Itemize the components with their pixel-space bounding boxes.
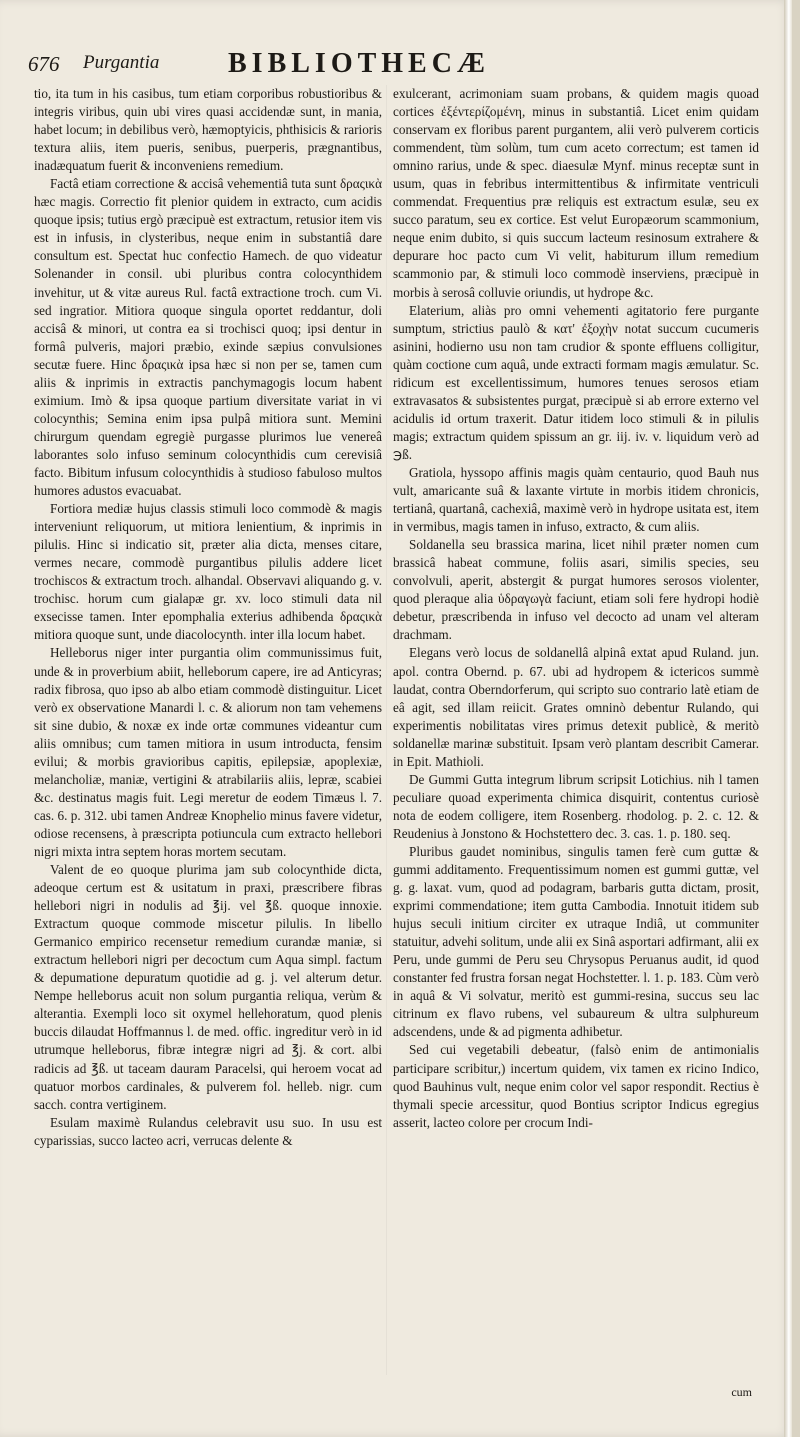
paragraph: Valent de eo quoque plurima jam sub colocynthide dicta, adeoque certum est & usitatum in praxi, præscribere fibras hellebori nigri in nodulis ad ℥ij. vel ℥ß. quoque innoxie. Extractum quoque commode miscetur pilulis. In libello Germanico empirico recensetur remedium curandæ maniæ, si extractum hellebori nigri per decoctum cum Aqua simpl. factum & depumatione depuratum quotidie ad g. j. vel alterum detur. Nempe helleborus acuit non solum purgantia reliqua, verùm & alterantia. Exempli loco sit oxymel hellehoratum, quod plenis buccis dilaudat Hoffmannus l. de med. offic. ingreditur verò in id utrumque helleborus, fibræ integræ nigri ad ℥j. & cort. albi radicis ad ℥ß. ut taceam dauram Paracelsi, qui heroem vocat ad quatuor morbos cardinales, & pulverem fol. helleb. nigr. cum sacch. contra vertiginem. xyxy=(34,862,382,1112)
running-head: Purgantia xyxy=(83,52,160,73)
right-column xyxy=(393,85,759,1375)
paragraph: Elaterium, aliàs pro omni vehementi agitatorio fere purgante sumptum, strictius paulò & κατ' ἐξοχὴν notat succum cucumeris asinini, hodierno usu non tam crudior & sponte effluens colligitur, quàm coctione cum aquâ, unde extracti formam magis æmulatur. Sc. ridicum est excellentissimum, humores tenues serosos etiam extravasatos & subsistentes purgat, præcipuè si ab errore externo vel acidulis id ortum traxerit. Datur itidem loco stimuli & in pilulis magis; extractum quidem spissum an gr. iij. iv. v. liquidum verò ad ℈ß. xyxy=(393,302,759,462)
paragraph: Esulam maximè Rulandus celebravit usu suo. In usu est cyparissias, succo lacteo acri, verrucas delente & xyxy=(34,1114,382,1148)
paragraph: Gratiola, hyssopo affinis magis quàm centaurio, quod Bauh nus vult, amaricante suâ & laxante virtute in morbis itidem chronicis, tertianâ, quartanâ, cachexiâ, maximè verò in hydrope usitata est, item in vermibus, magis tamen in infuso, extracto, & cum aliis. xyxy=(393,464,759,535)
page-title: BIBLIOTHECÆ xyxy=(228,48,490,79)
left-column xyxy=(34,85,382,1375)
page-number: 676 xyxy=(28,52,60,76)
catchword: cum xyxy=(731,1385,752,1399)
paragraph: Factâ etiam correctione & accisâ vehementiâ tuta sunt δραςικὰ hæc magis. Correctio fit plenior quidem in extracto, cum acidis quoque ipsis; tutius ergò præcipuè est extractum, retusior item vis est in infusis, in clysteribus, neque enim in substantiâ dare consultum est. Spectat huc confectio Hamech. de quo videatur Solenander in consil. ubi pluribus contra colocynthidem invehitur, ut & vitæ aureus Rul. factâ extractione troch. cum Vi. sed ingratior. Mitiora quoque singula oportet reddantur, doli accisâ & minori, ut contra ea si trochisci quoq; ipsi dentur in formâ pulveris, majori præbio, exinde sæpius convulsiones secutæ fuere. Hinc δραςικὰ ipsa hæc si non per se, tamen cum aliis & inprimis in extractis panchymagogis locum habent eximium. Imò & ipsa quoque partium diversitate variat in vi colocynthis; Semina enim ipsa pulpâ mitiora sunt. Memini chirurgum quendam egregiè purgasse plurimos lue venereâ laborantes solo infuso seminum colocynthidis cum cerevisiâ facto. Bibitum infusum colocynthidis à studioso fabuloso multos humores adustos evacuabat. xyxy=(34,176,382,499)
column-gutter xyxy=(386,85,387,1375)
paragraph: Sed cui vegetabili debeatur, (falsò enim de antimonialis participare scribitur,) incertum quidem, vix tamen ex ricino Indico, quod Bauhinus vult, neque enim color vel sapor respondit. Rectius è thymali specie arcessitur, quod Bontius scriptor Indicus egregius asserit, lacteo colore per crocum Indi- xyxy=(393,1042,759,1130)
paragraph: Elegans verò locus de soldanellâ alpinâ extat apud Ruland. jun. apol. contra Obernd. p. 67. ubi ad hydropem & ictericos summè laudat, contra Oberndorferum, qui scripto suo contrario latè etiam de eâ agit, sed illam reiicit. Grates omninò debentur Rulando, qui experimentis nobilitatas vires primus detexit publicè, & meritò soldanellæ marinæ substituit. Ipsam verò plantam describit Camerar. in Epit. Mathioli. xyxy=(393,645,759,769)
paragraph: Fortiora mediæ hujus classis stimuli loco commodè & magis interveniunt reliquorum, ut mitiora lenientium, & inprimis in pilulis. Hinc si indicatio sit, præter alia dicta, menses citare, vermes necare, commodè purgantibus pilulis addere licet trochiscos & extractum troch. alhandal. Observavi aliquando g. v. trochisc. horum cum gialapæ gr. xv. loco stimuli data nil exsecisse tamen. Inter epomphalia exterius adhibenda δραςικὰ mitiora quoque sunt, unde diacolocynth. inter illa locum habet. xyxy=(34,501,382,643)
paragraph: Pluribus gaudet nominibus, singulis tamen ferè cum guttæ & gummi additamento. Frequentissimum nomen est gummi guttæ, vel g. g. laxat. vum, quod ad podagram, barbaris gutta dictam, prosit, exprimi commendatione; item gutta Cambodia. Innotuit itidem sub hujus seculi initium circiter ex utraque Indiâ, ut communiter statuitur, advehi solitum, unde alii ex Sinâ asportari adfirmant, alii ex Peru, unde gummi de Peru seu Chrysopus Peruanus audit, id quod constanter fed frustra forsan negat Hochstetter. l. 1. p. 183. Cùm verò in aquâ & Vi solvatur, meritò est gummi-resina, succus seu lac citrinum ex flavo rubens, vel subaureum & ultra sulphureum adscendens, unde & ad pigmenta adhibetur. xyxy=(393,843,759,1040)
paragraph: Helleborus niger inter purgantia olim communissimus fuit, unde & in proverbium abiit, helleborum capere, ire ad Anticyras; radix fibrosa, quo ipso ab albo etiam commodè distinguitur. Licet verò ex observatione Manardi l. c. & aliorum non tam vehemens sit sine dubio, & noxæ ex inde ortæ communes videantur cum aliis omnibus; cum tamen mitiora in usum introducta, fensim evilui; & morbis gravioribus capitis, epilepsiæ, apoplexiæ, melancholiæ, maniæ, vertigini & atrabilariis aliis, lepræ, scabiei &c. destinatus magis fuit. Legi meretur de eodem Timæus l. 7. cas. 6. p. 312. ubi tamen Andreæ Knophelio minus favere videtur, odiose recensens, à præscripta potiuncula cum extracto hellebori nigri mixta intra septem horas mortem secutam. xyxy=(34,645,382,859)
paragraph: De Gummi Gutta integrum librum scripsit Lotichius. nih l tamen peculiare quoad experimenta chimica disquirit, contentus curiosè nota de eodem colligere, item Rosenberg. rhodolog. p. 2. c. 12. & Reudenius à Jonstono & Hochstettero dec. 3. cas. 1. p. 180. seq. xyxy=(393,771,759,841)
page-header xyxy=(28,44,764,84)
paragraph: tio, ita tum in his casibus, tum etiam corporibus robustioribus & integris viribus, quin ubi vires quasi accidendæ sunt, in mania, habet locum; in debilibus verò, hæmoptyicis, phthisicis & rarioris textura aliis, item pueris, senibus, puerperis, prægnantibus, inadæquatum fuerit & inconveniens remedium. xyxy=(34,86,382,174)
page-edge xyxy=(784,0,792,1437)
paragraph: exulcerant, acrimoniam suam probans, & quidem magis quoad cortices ἐξέντερίζομένη, minus in substantiâ. Licet enim quidam conservam ex floribus parent purgantem, alii verò pulverem corticis commendent, tùm solùm, tum cum aceto correctum; est tamen id omnino rarius, unde & spec. diaesulæ Mynf. minus receptæ sunt in usum, quas in febribus intermittentibus & infirmitate ventriculi commendat. Frequentius præ reliquis est extractum esulæ, seu ex succo paratum, seu ex cortice. Est velut Europæorum scammonium, neque enim dubito, si quis succum lacteum resinosum extrahere & depurare hoc pacto cum Vi velit, habiturum illum remedium scammonio par, & stimuli loco commodè inserviens, præcipuè in morbis à serosâ colluvie oriundis, ut hydrope &c. xyxy=(393,86,759,300)
paragraph: Soldanella seu brassica marina, licet nihil præter nomen cum brassicâ habeat commune, foliis asari, similis species, seu convolvuli, aperit, abstergit & purgat humores serosos violenter, quod pleraque alia ὑδραγωγὰ faciunt, etiam soli fere hydropi hodiè debetur, præscribenda in infuso vel decocto ad unam vel alteram drachmam. xyxy=(393,537,759,643)
